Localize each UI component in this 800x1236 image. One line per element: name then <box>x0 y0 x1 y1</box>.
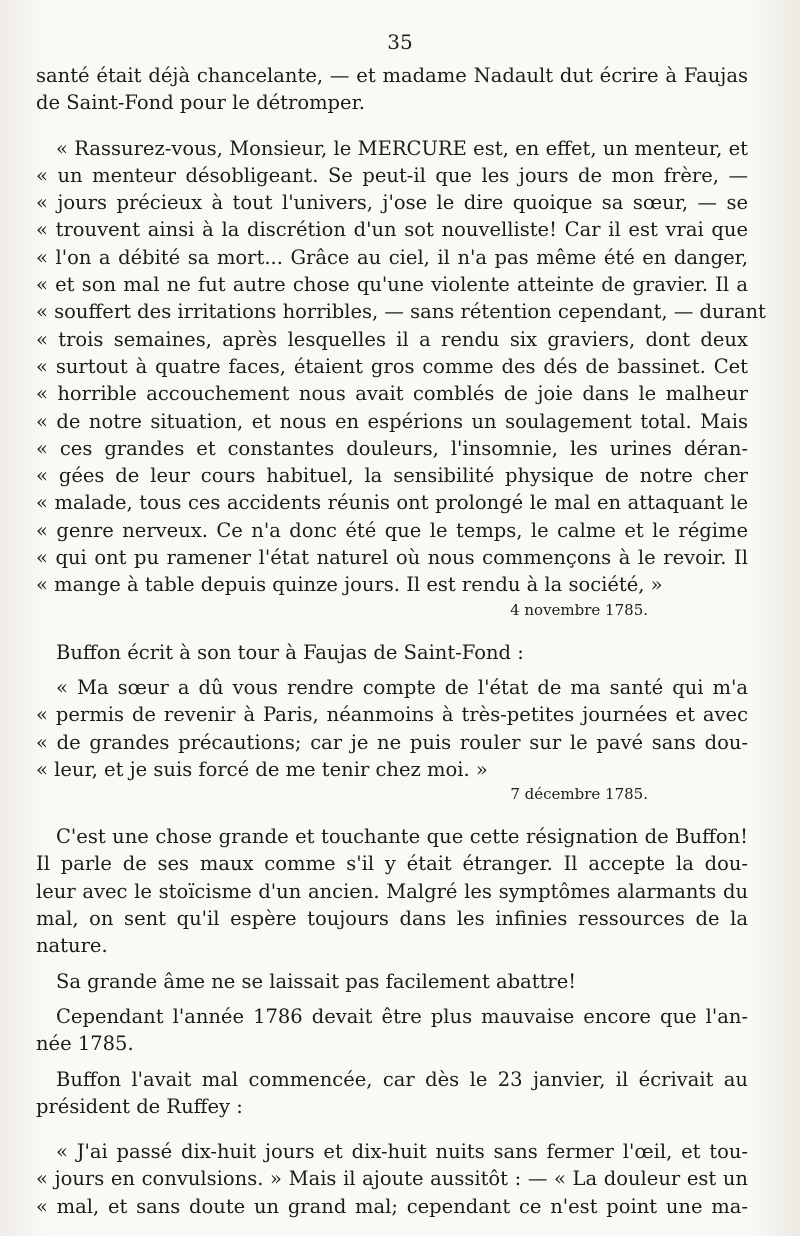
quote-line: « un menteur désobligeant. Se peut-il que les jours de mon frère, — <box>36 163 748 187</box>
paragraph-1786 <box>36 1003 748 1058</box>
quote-line: « J'ai passé dix-huit jours et dix-huit nuits sans fermer l'œil, et tou- <box>56 1140 748 1164</box>
quote-line: « genre nerveux. Ce n'a donc été que le temps, le calme et le régime <box>36 518 748 542</box>
quote-line: « surtout à quatre faces, étaient gros comme des dés de bassinet. Cet <box>36 354 748 378</box>
text-line: nature. <box>36 934 108 958</box>
quote-line: « malade, tous ces accidents réunis ont prolongé le mal en attaquant le <box>36 491 748 515</box>
page-number: 35 <box>387 30 413 54</box>
text-line: Il parle de ses maux comme s'il y était étranger. Il accepte la dou- <box>36 852 748 876</box>
quote-line: « jours précieux à tout l'univers, j'ose le dire quoique sa sœur, — se <box>36 191 748 215</box>
text-line: Buffon écrit à son tour à Faujas de Saint-Fond : <box>56 640 524 664</box>
paragraph-buffon-writes <box>36 639 748 666</box>
paragraph-intro <box>36 62 748 117</box>
text-line: Buffon l'avait mal commencée, car dès le 23 janvier, il écrivait au <box>56 1067 748 1091</box>
quote-line: « Ma sœur a dû vous rendre compte de l'état de ma santé qui m'a <box>56 675 748 699</box>
quote-line: « et son mal ne fut autre chose qu'une violente atteinte de gravier. Il a <box>36 273 748 297</box>
quote-line: « souffert des irritations horribles, — sans rétention cependant, — durant <box>36 300 766 324</box>
quote-line: « horrible accouchement nous avait comblés de joie dans le malheur <box>36 382 748 406</box>
quote-line: « gées de leur cours habituel, la sensibilité physique de notre cher <box>36 464 748 488</box>
text-line: santé était déjà chancelante, — et madame Nadault dut écrire à Faujas <box>36 64 748 87</box>
text-line: C'est une chose grande et touchante que cette résignation de Buffon! <box>56 825 748 849</box>
quote-line: « l'on a débité sa mort... Grâce au ciel, il n'a pas même été en danger, <box>36 245 748 269</box>
text-line: mal, on sent qu'il espère toujours dans les infinies ressources de la <box>36 907 748 931</box>
quote-letter-ruffey <box>36 1138 748 1220</box>
quote-line: « permis de revenir à Paris, néanmoins à très-petites journées et avec <box>36 703 748 727</box>
text-line: Cependant l'année 1786 devait être plus mauvaise encore que l'an- <box>56 1004 748 1028</box>
quote-line: « ces grandes et constantes douleurs, l'insomnie, les urines déran- <box>36 436 748 460</box>
page-body <box>36 62 766 1220</box>
quote-line: « mal, et sans doute un grand mal; cependant ce n'est point une ma- <box>36 1194 748 1218</box>
quote-letter-sister <box>36 135 766 621</box>
quote-line: « de notre situation, et nous en espérions un soulagement total. Mais <box>36 409 748 433</box>
text-line: née 1785. <box>36 1032 134 1056</box>
paragraph-january <box>36 1066 748 1121</box>
text-line: leur avec le stoïcisme d'un ancien. Malgré les symptômes alarmants du <box>36 879 748 903</box>
paragraph-great-soul <box>36 968 748 995</box>
quote-line: « trois semaines, après lesquelles il a rendu six graviers, dont deux <box>36 327 748 351</box>
quote-letter-buffon <box>36 674 748 805</box>
letter-date: 7 décembre 1785. <box>510 785 648 804</box>
quote-line: « mange à table depuis quinze jours. Il est rendu à la société, » <box>36 573 663 597</box>
quote-line: « trouvent ainsi à la discrétion d'un sot nouvelliste! Car il est vrai que <box>36 218 748 242</box>
quote-line: « jours en convulsions. » Mais il ajoute aussitôt : — « La douleur est un <box>36 1167 748 1191</box>
text-line: de Saint-Fond pour le détromper. <box>36 91 365 115</box>
quote-line: « qui ont pu ramener l'état naturel où nous commençons à le revoir. Il <box>36 546 748 570</box>
quote-line: « de grandes précautions; car je ne puis rouler sur le pavé sans dou- <box>36 730 748 754</box>
text-line: président de Ruffey : <box>36 1094 243 1118</box>
paragraph-resignation <box>36 823 748 959</box>
quote-line: « leur, et je suis forcé de me tenir chez moi. » <box>36 757 488 781</box>
quote-line: « Rassurez-vous, Monsieur, le MERCURE est, en effet, un menteur, et <box>56 136 748 160</box>
letter-date: 4 novembre 1785. <box>510 600 648 619</box>
text-line: Sa grande âme ne se laissait pas facilement abattre! <box>56 969 577 993</box>
